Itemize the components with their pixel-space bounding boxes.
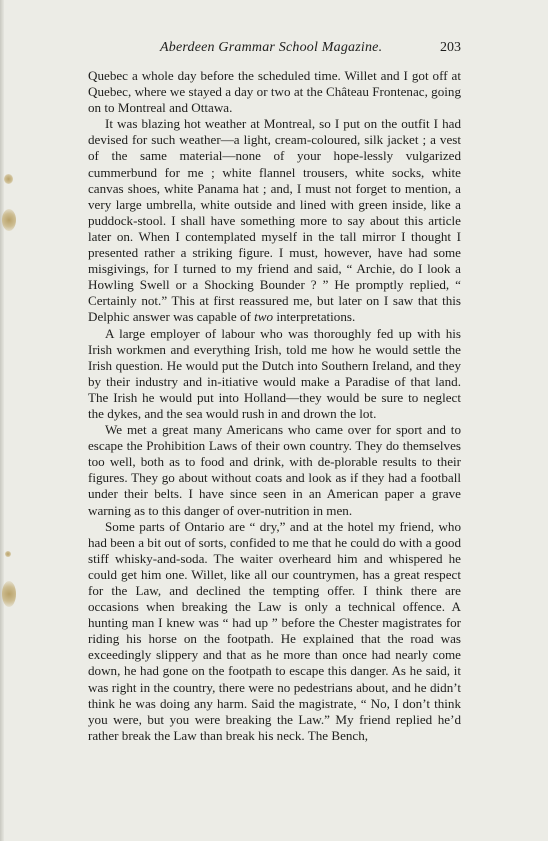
foxing-spot — [2, 209, 16, 231]
paragraph-text: It was blazing hot weather at Montreal, so I put on the outfit I had devised for such weather—a light, cream-coloured, silk jacket ; a vest of the same material—none of your hope-lessly vulgarized cummerbund for me ; white flannel trousers, white socks, white canvas shoes, white Panama hat ; and, I must not forget to mention, a very large umbrella, white outside and lined with green inside, like a puddock-stool. I shall have something more to say about this article later on. When I contemplated myself in the tall mirror I thought I presented rather a striking figure. I must, however, have had some misgivings, for I turned to my friend and said, “ Archie, do I look a Howling Swell or a Shocking Bounder ? ” He promptly replied, “ Certainly not.” This at first reassured me, but later on I saw that this Delphic answer was capable of — [88, 116, 461, 325]
paragraph — [88, 326, 461, 423]
foxing-spot — [4, 174, 13, 184]
paragraph — [88, 116, 461, 325]
paragraph-text: Quebec a whole day before the scheduled time. Willet and I got off at Quebec, where we stayed a day or two at the Château Frontenac, going on to Montreal and Ottawa. — [88, 68, 461, 116]
foxing-spot — [5, 551, 11, 557]
paragraph — [88, 68, 461, 116]
paragraph-text: Some parts of Ontario are “ dry,” and at the hotel my friend, who had been a bit out of sorts, confided to me that he could do with a good stiff whisky-and-soda. The waiter overheard him and whispered he could get him one. Willet, like all our countrymen, has a great respect for the Law, and declined the tempting offer. I think there are occasions when breaking the Law is only a technical offence. A hunting man I knew was “ had up ” before the Chester magistrates for riding his horse on the footpath. He explained that the road was exceedingly slippery and that as he more than once had nearly come down, he had gone on the footpath to escape this danger. As he said, it was right in the country, there were no pedestrians about, and he didn’t think he was doing any harm. Said the magistrate, “ No, I don’t think you were, but you were breaking the Law.” My friend replied he’d rather break the Law than break his neck. The Bench, — [88, 518, 461, 743]
foxing-spot — [2, 581, 16, 607]
page-number: 203 — [440, 40, 461, 55]
running-header — [88, 40, 461, 60]
paragraph-text: interpretations. — [273, 309, 356, 325]
page-edge-shadow — [0, 0, 4, 841]
paragraph-text: We met a great many Americans who came over for sport and to escape the Prohibition Laws of their own country. They do themselves too well, both as to food and drink, with de-plorable results to their figures. They go about without coats and look as if they had a football under their belts. I have since seen in an American paper a grave warning as to this danger of over-nutrition in men. — [88, 422, 461, 518]
article-body — [88, 68, 461, 744]
paragraph-text: A large employer of labour who was thoroughly fed up with his Irish workmen and everything Irish, told me how he would settle the Irish question. He would put the Dutch into Southern Ireland, and they by their industry and in-itiative would make a Paradise of that land. The Irish he would put into Holland—they would be sure to neglect the dykes, and the sea would rush in and drown the lot. — [88, 325, 461, 421]
running-title: Aberdeen Grammar School Magazine. — [160, 40, 383, 55]
italic-text: two — [254, 309, 274, 325]
paragraph — [88, 422, 461, 519]
paragraph — [88, 519, 461, 744]
